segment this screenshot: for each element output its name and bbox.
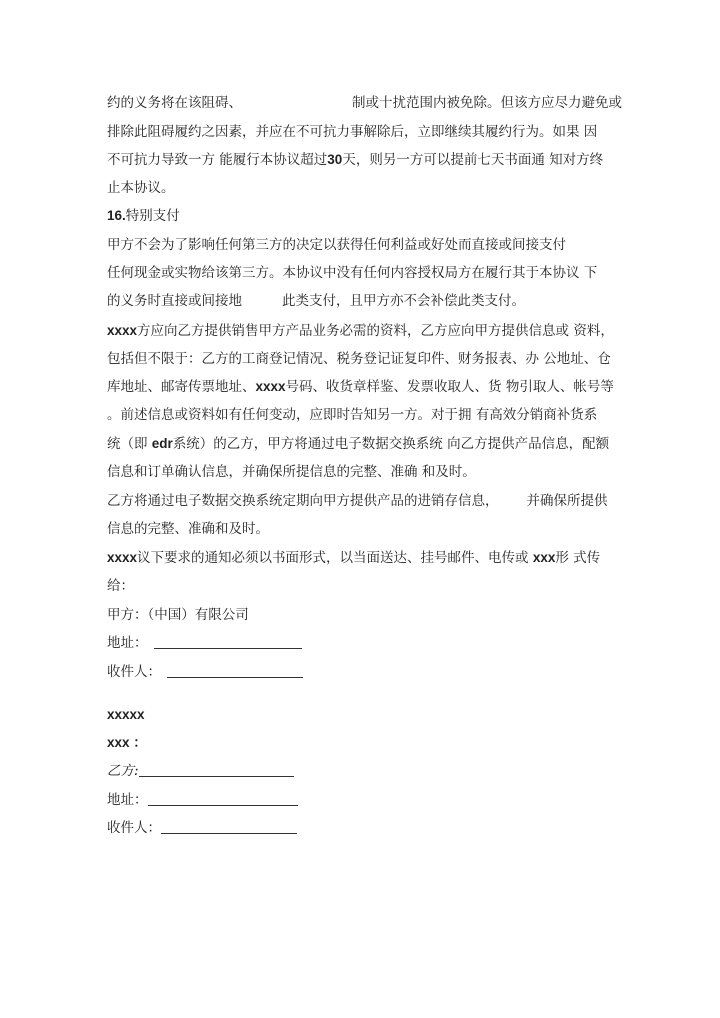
force-majeure-line-3 <box>107 151 627 169</box>
party-a-address <box>107 634 627 652</box>
force-majeure-line-4: 止本协议。 <box>107 180 175 196</box>
section-number: 16. <box>107 208 126 223</box>
party-a-recipient <box>107 663 627 681</box>
tel-placeholder: xxx ： <box>107 735 147 750</box>
special-payment-line-3 <box>107 292 627 310</box>
info-line-2: 包括但不限于：乙方的工商登记情况、税务登记证复印件、财务报表、办 公地址、仓 <box>107 351 611 367</box>
party-b-name <box>107 762 627 780</box>
info-line-3 <box>107 378 627 396</box>
text-fragment: 约的义务将在该阻碍、 <box>107 95 242 111</box>
party-b-blank <box>139 762 294 777</box>
section-title: 特别支付 <box>125 208 180 224</box>
info-line-4: 。前述信息或资料如有任何变动，应即时告知另一方。对于拥 有高效分销商补货系 <box>107 407 598 423</box>
force-majeure-line-1 <box>107 94 627 112</box>
text-fragment: 统（即 <box>107 436 152 452</box>
days-value: 30 <box>327 152 343 167</box>
info-line-6: 信息和订单确认信息，并确保所提信息的完整、准确 和及时。 <box>107 464 476 480</box>
edr-term: edr <box>151 436 173 451</box>
text-fragment: 天，则另一方可以提前七天书面通 知对方终 <box>342 152 604 168</box>
text-fragment: 系统）的乙方，甲方将通过电子数据交换系统 向乙方提供产品信息，配额 <box>172 436 610 452</box>
text-fragment: 乙方将通过电子数据交换系统定期向甲方提供产品的进销存信息， <box>107 493 499 509</box>
force-majeure-line-2: 排除此阻碍履约之因素，并应在不可抗力事解除后，立即继续其履约行为。如果 因 <box>107 124 598 140</box>
fax-placeholder: xxxxx <box>107 707 145 722</box>
text-fragment: 方应向乙方提供销售甲方产品业务必需的资料，乙方应向甲方提供信息或 资料， <box>137 323 614 339</box>
placeholder-bold: xxxx <box>255 379 286 394</box>
text-fragment: 此类支付，且甲方亦不会补偿此类支付。 <box>282 293 525 309</box>
party-b-address <box>107 791 627 809</box>
recipient-label: 收件人： <box>107 664 161 680</box>
special-payment-line-2: 任何现金或实物给该第三方。本协议中没有任何内容授权局方在履行其于本协议 下 <box>107 265 598 281</box>
special-payment-line-1: 甲方不会为了影响任何第三方的决定以获得任何利益或好处而直接或间接支付 <box>107 237 566 253</box>
text-fragment: 不可抗力导致一方 能履行本协议超过 <box>107 152 328 168</box>
text-fragment: 的义务时直接或间接地 <box>107 293 242 309</box>
info-line-8: 信息的完整、准确和及时。 <box>107 521 269 537</box>
placeholder-bold: xxx <box>532 550 556 565</box>
text-fragment: 并确保所提供 <box>526 493 608 509</box>
notice-line-2: 给： <box>107 578 134 594</box>
info-line-5 <box>107 435 627 453</box>
address-label: 地址： <box>107 635 148 651</box>
party-a-name: 甲方：（中国）有限公司 <box>107 607 249 623</box>
address-blank <box>154 634 302 649</box>
party-b-label: 乙方: <box>107 763 139 779</box>
party-b-recipient <box>107 819 627 837</box>
notice-line-1 <box>107 549 627 567</box>
text-fragment: 号码、收货章样鉴、发票收取人、货 物引取人、帐号等 <box>285 379 614 395</box>
party-placeholder: xxxx <box>107 550 138 565</box>
section-16-heading <box>107 207 627 225</box>
recipient-label: 收件人： <box>107 820 161 836</box>
info-line-1 <box>107 322 627 340</box>
address-label: 地址： <box>107 792 148 808</box>
text-fragment: 制或十扰范围内被免除。但该方应尽力避免或 <box>352 95 622 111</box>
address-blank <box>148 791 298 806</box>
text-fragment: 形 式传 <box>555 550 601 566</box>
recipient-blank <box>167 663 303 678</box>
info-line-7 <box>107 492 627 510</box>
text-fragment: 库地址、邮寄传票地址、 <box>107 379 256 395</box>
text-fragment: 议下要求的通知必须以书面形式，以当面送达、挂号邮件、电传或 <box>137 550 533 566</box>
recipient-blank <box>161 819 297 834</box>
party-placeholder: xxxx <box>107 323 138 338</box>
